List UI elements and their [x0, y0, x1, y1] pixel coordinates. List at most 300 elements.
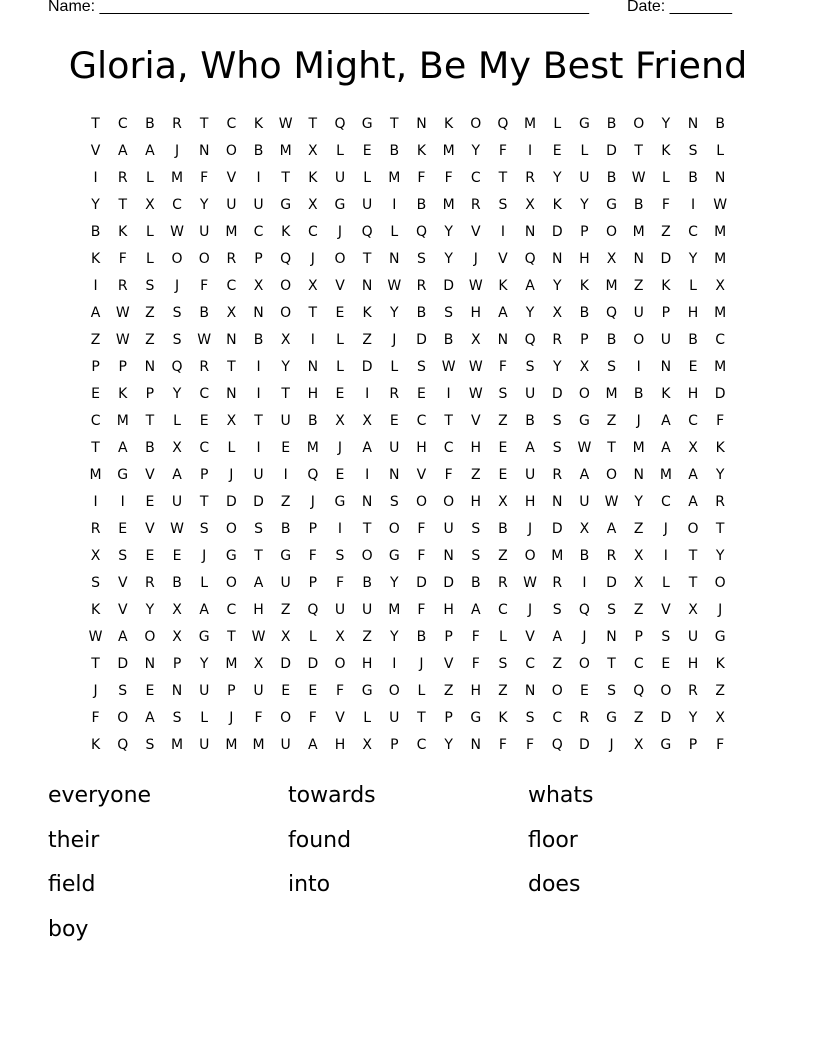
- grid-letter: Q: [334, 116, 346, 132]
- grid-letter: Z: [606, 413, 617, 429]
- grid-letter: D: [307, 656, 319, 672]
- grid-row: [82, 408, 734, 435]
- grid-letter: M: [388, 170, 401, 186]
- grid-letter: F: [444, 170, 453, 186]
- grid-letter: C: [117, 116, 128, 132]
- grid-letter: X: [579, 359, 590, 375]
- grid-letter: F: [716, 737, 725, 753]
- grid-letter: E: [362, 143, 372, 159]
- grid-letter: T: [227, 359, 236, 375]
- date-line: Date: _______: [627, 0, 732, 15]
- grid-row: [82, 597, 734, 624]
- grid-letter: N: [497, 332, 509, 348]
- grid-letter: G: [660, 737, 672, 753]
- grid-letter: Q: [280, 251, 292, 267]
- grid-letter: Z: [362, 332, 372, 348]
- grid-letter: H: [334, 737, 346, 753]
- grid-letter: C: [688, 413, 698, 429]
- grid-row: [82, 462, 734, 489]
- grid-letter: B: [416, 197, 427, 213]
- grid-letter: G: [117, 467, 129, 483]
- grid-letter: D: [551, 386, 563, 402]
- grid-letter: R: [416, 278, 427, 294]
- grid-letter: E: [308, 683, 318, 699]
- grid-letter: V: [145, 467, 155, 483]
- grid-letter: C: [416, 737, 427, 753]
- grid-letter: G: [578, 116, 590, 132]
- grid-letter: X: [715, 710, 725, 726]
- grid-letter: T: [281, 386, 290, 402]
- grid-letter: A: [606, 521, 617, 537]
- grid-letter: M: [714, 224, 727, 240]
- grid-letter: L: [200, 575, 209, 591]
- grid-letter: O: [687, 521, 699, 537]
- grid-letter: U: [199, 224, 210, 240]
- grid-letter: E: [145, 548, 155, 564]
- grid-letter: Y: [199, 197, 209, 213]
- grid-letter: N: [606, 629, 617, 645]
- grid-letter: L: [390, 224, 399, 240]
- grid-letter: W: [251, 629, 266, 645]
- grid-letter: O: [198, 251, 210, 267]
- grid-letter: K: [281, 224, 291, 240]
- word-list-item: found: [288, 827, 352, 853]
- grid-letter: N: [171, 683, 183, 699]
- grid-letter: N: [687, 116, 699, 132]
- grid-letter: T: [199, 494, 209, 510]
- grid-letter: S: [91, 575, 101, 591]
- grid-row: [82, 192, 734, 219]
- grid-row: [82, 624, 734, 651]
- grid-letter: Z: [443, 683, 454, 699]
- grid-letter: G: [606, 197, 617, 213]
- grid-letter: N: [389, 251, 400, 267]
- grid-letter: K: [498, 278, 508, 294]
- grid-letter: U: [579, 494, 590, 510]
- grid-letter: I: [93, 170, 98, 186]
- grid-letter: P: [634, 629, 643, 645]
- grid-letter: M: [306, 440, 319, 456]
- grid-letter: I: [93, 494, 98, 510]
- grid-letter: W: [115, 305, 130, 321]
- grid-letter: K: [552, 197, 562, 213]
- grid-letter: M: [171, 170, 184, 186]
- grid-row: [82, 300, 734, 327]
- grid-letter: Y: [634, 494, 643, 510]
- grid-letter: O: [361, 548, 373, 564]
- grid-letter: V: [498, 251, 508, 267]
- grid-letter: A: [498, 305, 508, 321]
- grid-letter: X: [308, 143, 318, 159]
- grid-letter: N: [714, 170, 726, 186]
- grid-letter: O: [334, 656, 346, 672]
- grid-letter: D: [443, 575, 454, 591]
- grid-letter: Z: [633, 521, 644, 537]
- grid-letter: H: [687, 305, 699, 321]
- grid-letter: B: [145, 116, 155, 132]
- grid-letter: G: [361, 683, 373, 699]
- grid-letter: M: [225, 656, 238, 672]
- grid-letter: X: [90, 548, 101, 564]
- grid-letter: Y: [444, 737, 453, 753]
- grid-letter: J: [609, 737, 614, 753]
- grid-letter: C: [172, 197, 182, 213]
- grid-letter: U: [334, 170, 346, 186]
- grid-letter: V: [470, 224, 481, 240]
- grid-letter: V: [90, 143, 101, 159]
- grid-letter: T: [254, 413, 263, 429]
- grid-letter: B: [280, 521, 291, 537]
- grid-letter: H: [524, 494, 536, 510]
- grid-letter: Z: [498, 413, 508, 429]
- grid-letter: K: [416, 143, 427, 159]
- grid-letter: Z: [90, 332, 101, 348]
- grid-letter: S: [118, 683, 128, 699]
- grid-letter: R: [552, 575, 563, 591]
- grid-letter: E: [579, 683, 589, 699]
- grid-letter: M: [524, 116, 537, 132]
- grid-letter: Z: [633, 278, 644, 294]
- grid-letter: E: [281, 440, 291, 456]
- grid-letter: T: [227, 629, 236, 645]
- grid-letter: Y: [281, 359, 290, 375]
- grid-letter: B: [253, 143, 264, 159]
- letter-grid: [82, 111, 734, 759]
- grid-letter: Q: [578, 602, 590, 618]
- grid-letter: B: [443, 332, 454, 348]
- grid-letter: F: [417, 602, 426, 618]
- grid-row: [82, 327, 734, 354]
- grid-letter: J: [202, 548, 207, 564]
- grid-letter: U: [389, 710, 400, 726]
- grid-letter: T: [634, 143, 643, 159]
- grid-letter: T: [688, 575, 698, 591]
- grid-letter: U: [524, 467, 536, 483]
- grid-row: [82, 489, 734, 516]
- word-list-item: whats: [528, 783, 594, 808]
- grid-letter: T: [498, 170, 508, 186]
- grid-letter: F: [498, 143, 507, 159]
- grid-letter: M: [442, 197, 455, 213]
- grid-row: [82, 516, 734, 543]
- grid-letter: O: [144, 629, 156, 645]
- grid-letter: L: [661, 170, 670, 186]
- grid-letter: U: [253, 467, 264, 483]
- word-list-item: floor: [528, 827, 578, 853]
- grid-letter: F: [91, 710, 100, 726]
- grid-letter: I: [636, 359, 641, 375]
- grid-letter: S: [498, 386, 508, 402]
- grid-letter: J: [174, 278, 180, 294]
- grid-letter: F: [716, 413, 725, 429]
- grid-letter: B: [606, 332, 617, 348]
- grid-letter: O: [633, 332, 645, 348]
- grid-letter: Y: [661, 116, 671, 132]
- grid-letter: L: [200, 710, 209, 726]
- grid-letter: F: [498, 737, 507, 753]
- grid-letter: Y: [471, 143, 481, 159]
- grid-letter: B: [308, 413, 318, 429]
- grid-letter: J: [337, 224, 343, 240]
- grid-letter: A: [145, 143, 155, 159]
- grid-letter: Y: [580, 197, 589, 213]
- grid-letter: L: [689, 278, 697, 294]
- grid-letter: A: [362, 440, 372, 456]
- grid-letter: C: [307, 224, 318, 240]
- grid-letter: J: [473, 251, 478, 267]
- grid-letter: O: [524, 548, 536, 564]
- grid-letter: S: [172, 332, 182, 348]
- grid-letter: O: [388, 521, 400, 537]
- grid-letter: L: [390, 359, 399, 375]
- grid-letter: K: [253, 116, 264, 132]
- grid-letter: R: [117, 170, 128, 186]
- grid-letter: R: [389, 386, 400, 402]
- grid-letter: P: [444, 629, 453, 645]
- grid-letter: J: [636, 413, 641, 429]
- grid-letter: O: [225, 143, 237, 159]
- grid-letter: G: [388, 548, 400, 564]
- grid-letter: L: [553, 116, 562, 132]
- grid-letter: L: [145, 170, 154, 186]
- grid-row: [82, 273, 734, 300]
- grid-letter: K: [90, 251, 101, 267]
- grid-letter: S: [661, 629, 671, 645]
- grid-letter: E: [281, 683, 291, 699]
- grid-letter: D: [606, 143, 617, 159]
- grid-letter: I: [365, 467, 370, 483]
- grid-letter: Z: [498, 683, 508, 699]
- grid-letter: S: [498, 197, 508, 213]
- grid-letter: S: [254, 521, 263, 537]
- grid-letter: T: [254, 548, 263, 564]
- grid-letter: W: [713, 197, 728, 213]
- grid-letter: C: [416, 413, 427, 429]
- grid-letter: A: [117, 440, 128, 456]
- grid-letter: Y: [444, 224, 453, 240]
- grid-letter: R: [145, 575, 155, 591]
- grid-letter: E: [389, 413, 399, 429]
- grid-letter: I: [93, 278, 98, 294]
- grid-letter: X: [226, 413, 237, 429]
- grid-letter: S: [471, 548, 481, 564]
- grid-letter: N: [524, 224, 536, 240]
- grid-letter: F: [254, 710, 263, 726]
- grid-letter: B: [525, 413, 535, 429]
- grid-letter: X: [172, 629, 182, 645]
- grid-letter: E: [118, 521, 128, 537]
- grid-letter: X: [145, 197, 155, 213]
- grid-letter: E: [91, 386, 100, 402]
- grid-letter: X: [688, 440, 698, 456]
- grid-letter: Q: [633, 683, 645, 699]
- grid-letter: F: [471, 629, 480, 645]
- grid-letter: N: [633, 467, 644, 483]
- grid-letter: I: [392, 656, 397, 672]
- grid-letter: Q: [361, 224, 373, 240]
- grid-letter: X: [362, 413, 372, 429]
- grid-letter: C: [226, 278, 237, 294]
- grid-letter: Y: [145, 602, 155, 618]
- grid-letter: F: [308, 710, 317, 726]
- grid-letter: N: [443, 548, 454, 564]
- grid-letter: P: [688, 737, 698, 753]
- grid-letter: P: [172, 656, 182, 672]
- grid-letter: H: [579, 251, 590, 267]
- grid-letter: M: [442, 143, 455, 159]
- grid-letter: P: [118, 359, 127, 375]
- grid-letter: E: [145, 683, 155, 699]
- word-list-item: their: [48, 827, 100, 853]
- grid-letter: B: [579, 305, 590, 321]
- grid-letter: L: [145, 251, 154, 267]
- grid-letter: M: [714, 359, 727, 375]
- grid-letter: V: [416, 467, 427, 483]
- grid-letter: B: [633, 386, 644, 402]
- grid-letter: T: [118, 197, 128, 213]
- grid-letter: B: [416, 305, 427, 321]
- grid-letter: Y: [390, 305, 399, 321]
- grid-letter: X: [280, 332, 291, 348]
- grid-letter: O: [225, 575, 237, 591]
- grid-letter: W: [523, 575, 537, 591]
- grid-letter: C: [552, 710, 563, 726]
- grid-letter: E: [417, 386, 426, 402]
- grid-letter: X: [715, 278, 725, 294]
- grid-letter: K: [498, 710, 508, 726]
- grid-letter: X: [253, 656, 264, 672]
- grid-letter: A: [661, 413, 671, 429]
- grid-letter: U: [443, 521, 454, 537]
- grid-letter: S: [607, 683, 616, 699]
- grid-letter: O: [606, 224, 618, 240]
- grid-letter: G: [578, 413, 590, 429]
- grid-letter: N: [144, 359, 156, 375]
- grid-letter: R: [226, 251, 237, 267]
- grid-letter: S: [471, 521, 481, 537]
- grid-letter: B: [633, 197, 644, 213]
- grid-letter: Z: [633, 602, 644, 618]
- grid-letter: U: [334, 602, 346, 618]
- grid-letter: W: [278, 116, 293, 132]
- grid-letter: U: [253, 197, 264, 213]
- grid-letter: I: [310, 332, 315, 348]
- grid-letter: A: [525, 440, 535, 456]
- grid-letter: G: [334, 197, 346, 213]
- grid-letter: Q: [307, 602, 319, 618]
- grid-letter: L: [145, 224, 154, 240]
- grid-letter: U: [253, 683, 264, 699]
- grid-letter: U: [280, 413, 291, 429]
- grid-letter: J: [310, 494, 315, 510]
- grid-letter: P: [308, 521, 318, 537]
- grid-letter: S: [417, 359, 426, 375]
- grid-letter: C: [443, 440, 454, 456]
- grid-letter: M: [714, 251, 727, 267]
- grid-letter: T: [281, 170, 290, 186]
- grid-letter: Q: [415, 224, 427, 240]
- grid-letter: Z: [145, 332, 155, 348]
- grid-letter: K: [90, 602, 101, 618]
- grid-letter: J: [419, 656, 424, 672]
- grid-letter: I: [256, 170, 261, 186]
- grid-letter: K: [90, 737, 101, 753]
- grid-letter: H: [470, 683, 482, 699]
- grid-letter: S: [335, 548, 345, 564]
- grid-letter: V: [335, 710, 345, 726]
- grid-letter: N: [660, 359, 672, 375]
- grid-letter: A: [688, 494, 698, 510]
- grid-letter: F: [498, 359, 507, 375]
- grid-letter: O: [280, 710, 292, 726]
- grid-letter: B: [606, 116, 617, 132]
- grid-letter: H: [416, 440, 427, 456]
- grid-letter: I: [337, 521, 343, 537]
- grid-letter: U: [660, 332, 671, 348]
- grid-letter: W: [170, 224, 184, 240]
- grid-letter: A: [579, 467, 590, 483]
- grid-letter: F: [200, 278, 209, 294]
- grid-letter: V: [117, 602, 128, 618]
- grid-letter: R: [688, 683, 698, 699]
- grid-letter: B: [470, 575, 481, 591]
- grid-letter: Q: [551, 737, 563, 753]
- grid-letter: A: [552, 629, 563, 645]
- grid-letter: N: [361, 278, 373, 294]
- word-list-item: into: [288, 872, 331, 897]
- grid-letter: R: [606, 548, 617, 564]
- grid-letter: R: [579, 710, 590, 726]
- grid-letter: L: [363, 170, 372, 186]
- grid-letter: M: [225, 224, 238, 240]
- grid-letter: S: [389, 494, 399, 510]
- grid-letter: L: [336, 359, 344, 375]
- grid-letter: X: [172, 440, 182, 456]
- grid-letter: C: [633, 656, 644, 672]
- grid-letter: K: [444, 116, 454, 132]
- grid-letter: I: [120, 494, 125, 510]
- grid-letter: Q: [606, 305, 618, 321]
- grid-letter: I: [256, 386, 261, 402]
- grid-letter: Y: [552, 170, 562, 186]
- grid-letter: J: [718, 602, 723, 618]
- grid-letter: X: [498, 494, 508, 510]
- grid-letter: O: [443, 494, 455, 510]
- grid-letter: N: [551, 494, 563, 510]
- grid-letter: U: [199, 737, 210, 753]
- grid-letter: K: [308, 170, 318, 186]
- grid-letter: G: [606, 710, 617, 726]
- grid-letter: E: [661, 656, 671, 672]
- grid-letter: Q: [524, 332, 536, 348]
- grid-letter: W: [441, 359, 456, 375]
- grid-letter: V: [443, 656, 454, 672]
- grid-letter: Q: [117, 737, 129, 753]
- grid-row: [82, 651, 734, 678]
- grid-letter: X: [308, 278, 318, 294]
- grid-letter: T: [308, 305, 318, 321]
- grid-letter: S: [552, 440, 562, 456]
- grid-letter: A: [145, 710, 155, 726]
- grid-letter: E: [688, 359, 698, 375]
- grid-letter: T: [145, 413, 155, 429]
- grid-letter: D: [551, 521, 563, 537]
- grid-letter: X: [688, 602, 698, 618]
- grid-letter: C: [199, 440, 210, 456]
- grid-letter: C: [199, 386, 210, 402]
- grid-letter: D: [714, 386, 726, 402]
- grid-letter: L: [716, 143, 725, 159]
